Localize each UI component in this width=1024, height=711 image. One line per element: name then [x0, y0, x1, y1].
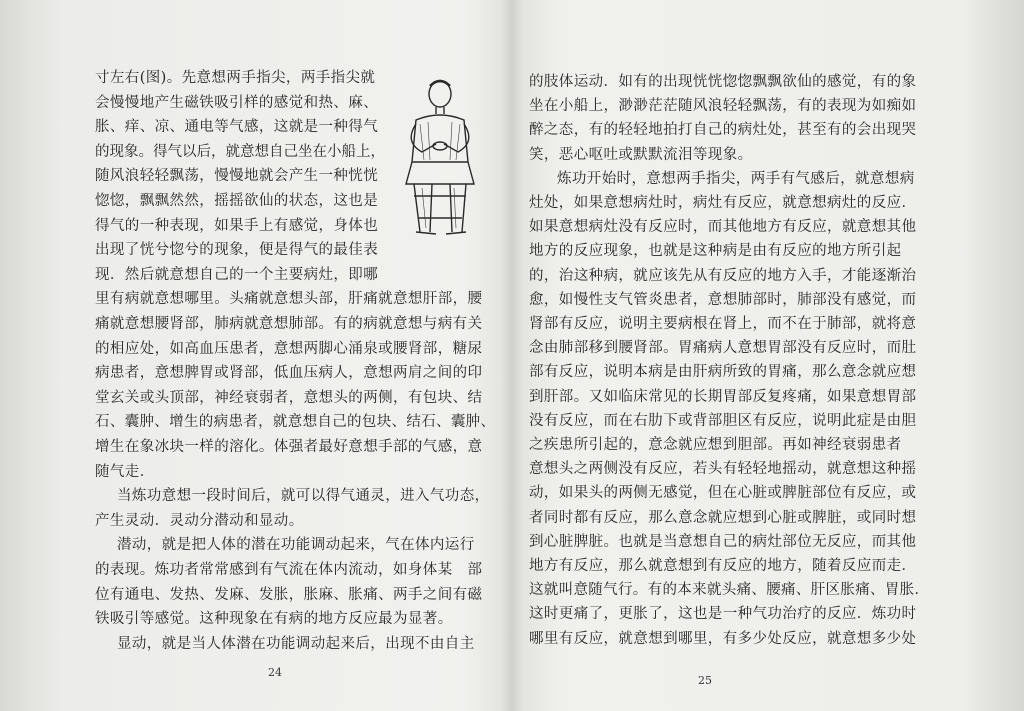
text-line: 坐在小船上，渺渺茫茫随风浪轻轻飘荡，有的表现为如痴如	[529, 98, 917, 115]
text-line: 位有通电、发热、发麻、发胀，胀麻、胀痛、两手之间有磁	[95, 586, 483, 603]
text-line: 增生在象冰块一样的溶化。体强者最好意想手部的气感，意	[95, 439, 483, 455]
text-line: 炼功开始时，意想两手指尖，两手有气感后，就意想病	[557, 170, 915, 187]
text-line: 到心脏脾脏。也就是当意想自己的病灶部位无反应，而其他	[529, 533, 917, 550]
text-line: 地方有反应，那么就意想到有反应的地方，随着反应而走．	[529, 558, 917, 574]
text-line: 当炼功意想一段时间后，就可以得气通灵，进入气功态，	[117, 488, 490, 505]
text-line: 的肢体运动．如有的出现恍恍惚惚飘飘欲仙的感觉，有的象	[529, 74, 917, 90]
text-line: 会慢慢地产生磁铁吸引样的感觉和热、麻、	[95, 94, 379, 111]
text-line: 如果意想病灶没有反应时，而其他地方有反应，就意想其他	[529, 219, 917, 236]
text-line: 的表现。炼功者常常感到有气流在体内流动，如身体某 部	[95, 562, 483, 578]
text-line: 产生灵动．灵动分潜动和显动。	[95, 512, 304, 529]
text-line: 寸左右(图)。先意想两手指尖，两手指尖就	[95, 70, 376, 86]
text-line: 醉之态，有的轻轻地拍打自己的病灶处，甚至有的会出现哭	[529, 122, 917, 139]
text-line: 显动，就是当人体潜在功能调动起来后，出现不由自主	[117, 635, 475, 652]
text-line: 得气的一种表现，如果手上有感觉，身体也	[95, 217, 379, 234]
text-line: 灶处，如果意想病灶时，病灶有反应，就意想病灶的反应．	[529, 195, 917, 211]
text-line: 惚惚，飘飘然然，摇摇欲仙的状态，这也是	[95, 193, 379, 209]
text-line: 愈，如慢性支气管炎患者，意想肺部时，肺部没有感觉，而	[529, 291, 917, 308]
left-page-number: 24	[268, 666, 282, 679]
text-line: 之疾患所引起的，意念就应想到胆部。再如神经衰弱患者	[529, 437, 902, 453]
text-line: 哪里有反应，就意想到哪里，有多少处反应，就意想多少处	[529, 630, 917, 647]
text-line: 病患者，意想脾胃或肾部，低血压病人，意想两肩之间的印	[95, 365, 483, 382]
text-line: 里有病就意想哪里。头痛就意想头部，肝痛就意想肝部，腰	[95, 291, 483, 308]
text-line: 的相应处，如高血压患者，意想两脚心涌泉或腰肾部，糖尿	[95, 340, 483, 357]
text-line: 石、囊肿、增生的病患者，就意想自己的包块、结石、囊肿、	[95, 414, 496, 431]
text-line: 堂玄关或头顶部，神经衰弱者，意想头的两侧，有包块、结	[95, 389, 483, 406]
text-line: 念由肺部移到腰肾部。胃痛病人意想胃部没有反应时，而肚	[529, 340, 917, 357]
text-line: 肾部有反应，说明主要病根在肾上，而不在于肺部，就将意	[529, 316, 917, 332]
text-line: 没有反应，而在右肋下或背部胆区有反应，说明此症是由胆	[529, 412, 917, 429]
text-line: 部有反应，说明本病是由肝病所致的胃痛，那么意念就应想	[529, 364, 917, 381]
text-line: 出现了恍兮惚兮的现象，便是得气的最佳表	[95, 242, 379, 259]
text-line: 现．然后就意想自己的一个主要病灶，即哪	[95, 266, 379, 283]
text-line: 这就叫意随气行。有的本来就头痛、腰痛、肝区胀痛、胃胀．	[529, 582, 930, 599]
text-line: 动，如果头的两侧无感觉，但在心脏或脾脏部位有反应，或	[529, 485, 917, 502]
text-line: 随风浪轻轻飘荡，慢慢地就会产生一种恍恍	[95, 168, 379, 185]
text-line: 到肝部。又如临床常见的长期胃部反复疼痛，如果意想胃部	[529, 388, 917, 405]
text-line: 胀、痒、凉、通电等气感，这就是一种得气	[95, 119, 379, 136]
text-line: 潜动，就是把人体的潜在功能调动起来，气在体内运行	[117, 537, 475, 554]
text-line: 意想头之两侧没有反应，若头有轻轻地摇动，就意想这种摇	[529, 461, 917, 478]
text-line: 铁吸引等感觉。这种现象在有病的地方反应最为显著。	[95, 611, 453, 628]
text-line: 的现象。得气以后，就意想自己坐在小船上，	[95, 143, 385, 160]
text-line: 地方的反应现象，也就是这种病是由有反应的地方所引起	[529, 243, 902, 260]
text-line: 者同时都有反应，那么意念就应想到心脏或脾脏，或同时想	[529, 509, 917, 526]
text-line: 的，治这种病，就应该先从有反应的地方入手，才能逐渐治	[529, 267, 917, 284]
text-line: 笑，恶心呕吐或默默流泪等现象。	[529, 146, 753, 163]
meditation-figure-illustration	[392, 72, 488, 244]
right-page-number: 25	[698, 674, 712, 687]
text-line: 这时更痛了，更胀了，这也是一种气功治疗的反应．炼功时	[529, 606, 917, 623]
text-line: 随气走．	[95, 463, 155, 480]
text-line: 痛就意想腰肾部，肺病就意想肺部。有的病就意想与病有关	[95, 316, 483, 332]
right-page	[512, 0, 1024, 711]
